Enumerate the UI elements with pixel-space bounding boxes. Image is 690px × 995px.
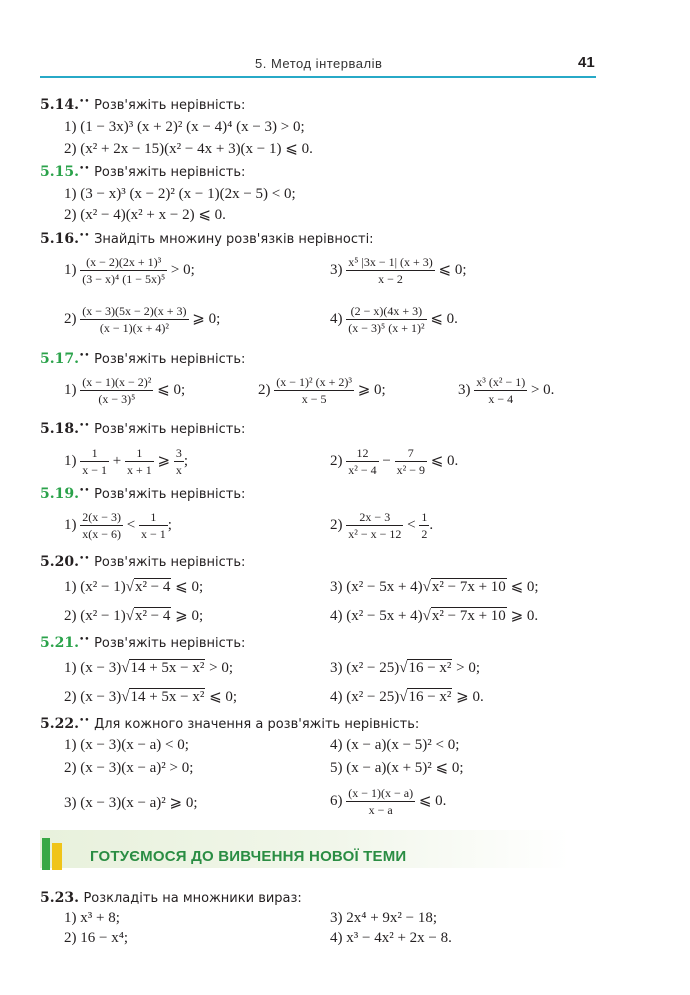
difficulty-mark: •• [78,164,90,174]
denominator: x² − x − 12 [348,527,402,541]
problem-5-16-item-2 [64,304,220,335]
relation: ⩽ 0. [418,792,447,809]
task-text: Розв'яжіть нерівність: [94,487,246,502]
relation: > 0; [456,660,481,676]
problem-number: 5.16. [40,231,79,247]
task-text: Розв'яжіть нерівність: [94,165,246,180]
item-label: 3) [330,660,343,676]
numerator: (x − 3)(5x − 2)(x + 3) [82,304,187,318]
fraction [125,446,154,477]
problem-5-23-heading [40,890,302,907]
item-label: 1) [64,381,77,398]
difficulty-mark: •• [78,554,90,564]
factor: (x − 3) [80,660,122,676]
punctuation: ; [167,516,172,533]
relation: ⩽ 0; [438,261,467,278]
problem-number: 5.21. [40,635,79,651]
denominator: (x − 3)⁵ (x + 1)² [348,321,425,335]
relation: ⩽ 0. [430,452,459,469]
numerator: (x − 1)(x − a) [348,786,414,800]
relation: ⩾ 0. [510,608,539,624]
punctuation: ; [183,452,189,469]
relation: < [407,516,416,533]
problem-number: 5.20. [40,554,79,570]
denominator: x − 4 [488,392,514,406]
item-label: 2) [258,381,271,398]
denominator: x(x − 6) [82,527,122,541]
problem-5-23-item-1: 1) x³ + 8; [64,910,120,926]
fraction [419,510,429,541]
denominator: x − 2 [378,272,403,286]
numerator: (x − 2)(2x + 1)³ [80,255,167,271]
fraction [474,375,527,406]
punctuation: . [429,516,434,533]
factor: (x² − 5x + 4) [346,579,423,595]
task-text: Розкладіть на множники вираз: [83,891,302,906]
banner-green-bar [42,838,50,870]
fraction [80,446,109,477]
denominator: x² − 9 [396,463,425,477]
relation: ⩾ 0. [456,689,484,705]
difficulty-mark: •• [78,97,90,107]
operator: − [382,452,391,469]
problem-5-20-heading [40,554,245,571]
fraction [395,446,427,477]
problem-5-16-item-1 [64,255,195,286]
problem-5-18-item-2 [330,446,458,477]
numerator: 3 [175,446,182,460]
denominator: x² − 4 [348,463,377,477]
numerator: (x − 1)(x − 2)² [82,375,152,389]
header-rule [40,76,596,78]
item-label: 2) [64,608,77,624]
problem-5-20-item-1: 1) (x² − 1)√x² − 4 ⩽ 0; [64,579,204,595]
factor: (x² − 1) [80,579,126,595]
problem-5-14-item-1: 1) (1 − 3x)³ (x + 2)² (x − 4)⁴ (x − 3) > 0; [64,119,305,135]
task-text: Для кожного значення a розв'яжіть нерівність: [94,717,420,732]
task-text: Розв'яжіть нерівність: [94,98,246,113]
difficulty-mark: •• [78,635,90,645]
running-header-title: 5. Метод інтервалів [255,56,383,71]
radicand: x² − 4 [134,608,171,624]
banner-yellow-bar [52,843,62,870]
numerator: 1 [421,510,428,524]
denominator: 2 [421,527,428,541]
item-label: 2) [330,452,343,469]
task-text: Розв'яжіть нерівність: [94,352,246,367]
item-label: 1) [64,452,77,469]
problem-5-22-heading [40,716,419,733]
problem-5-14-heading [40,97,245,114]
item-label: 2) [330,516,343,533]
problem-5-22-item-1: 1) (x − 3)(x − a) < 0; [64,737,189,753]
difficulty-mark: •• [78,231,90,241]
problem-5-21-item-2: 2) (x − 3)√14 + 5x − x² ⩽ 0; [64,689,238,705]
problem-5-17-item-1 [64,375,185,406]
radicand: 16 − x² [408,660,452,676]
item-label: 2) [64,689,77,705]
numerator: 2(x − 3) [82,510,122,524]
relation: ⩾ 0; [357,381,386,398]
relation: ⩽ 0; [510,579,539,595]
denominator: (3 − x)⁴ (1 − 5x)⁵ [82,272,166,286]
problem-5-23-item-2: 2) 16 − x⁴; [64,930,129,946]
fraction [80,510,123,541]
task-text: Знайдіть множину розв'язків нерівності: [94,232,374,247]
item-label: 4) [330,310,343,327]
problem-number: 5.15. [40,164,79,180]
radicand: 16 − x² [408,689,452,705]
relation: > 0. [530,381,555,398]
radicand: x² − 7x + 10 [431,608,506,624]
problem-5-21-item-3: 3) (x² − 25)√16 − x² > 0; [330,660,481,676]
item-label: 1) [64,261,77,278]
problem-number: 5.22. [40,716,79,732]
relation: < [126,516,136,533]
radicand: 14 + 5x − x² [130,660,205,676]
relation: ⩽ 0; [209,689,238,705]
problem-5-15-heading [40,164,245,181]
task-text: Розв'яжіть нерівність: [94,636,246,651]
item-label: 4) [330,608,343,624]
factor: (x² − 5x + 4) [346,608,423,624]
item-label: 2) [64,310,77,327]
factor: (x − 3) [80,689,122,705]
relation: ⩾ 0; [192,310,221,327]
fraction [80,255,167,286]
problem-5-22-item-6 [330,786,446,817]
problem-5-17-item-3 [458,375,554,406]
problem-number: 5.18. [40,421,79,437]
denominator: x − 1 [82,463,108,477]
problem-5-23-item-3: 3) 2x⁴ + 9x² − 18; [330,910,438,926]
difficulty-mark: •• [78,716,90,726]
problem-5-22-item-3: 3) (x − 3)(x − a)² ⩾ 0; [64,795,198,811]
problem-number: 5.17. [40,351,79,367]
relation: > 0; [170,261,195,278]
relation: > 0; [209,660,233,676]
page-number: 41 [578,54,595,71]
denominator: x − a [368,803,393,817]
section-banner-title: ГОТУЄМОСЯ ДО ВИВЧЕННЯ НОВОЇ ТЕМИ [90,848,407,865]
numerator: 1 [80,446,109,462]
item-label: 3) [330,261,343,278]
problem-number: 5.19. [40,486,79,502]
problem-5-20-item-4: 4) (x² − 5x + 4)√x² − 7x + 10 ⩾ 0. [330,608,539,624]
problem-number: 5.23. [40,890,79,906]
radicand: x² − 7x + 10 [431,579,506,595]
difficulty-mark: •• [78,421,90,431]
problem-5-15-item-2: 2) (x² − 4)(x² + x − 2) ⩽ 0. [64,207,226,223]
denominator: (x − 1)(x + 4)² [99,321,169,335]
problem-5-19-heading [40,486,245,503]
task-text: Розв'яжіть нерівність: [94,422,246,437]
item-label: 3) [330,579,343,595]
fraction [274,375,354,406]
denominator: x + 1 [127,463,152,477]
fraction [346,304,426,335]
numerator: x⁵ |3x − 1| (x + 3) [348,255,433,269]
numerator: (2 − x)(4x + 3) [346,304,426,320]
denominator: x [175,463,182,477]
problem-5-22-item-2: 2) (x − 3)(x − a)² > 0; [64,760,194,776]
difficulty-mark: •• [78,486,90,496]
problem-5-20-item-2: 2) (x² − 1)√x² − 4 ⩾ 0; [64,608,204,624]
relation: ⩽ 0. [430,310,458,327]
relation: ⩾ [157,452,171,469]
denominator: x − 1 [140,527,166,541]
problem-5-21-item-1: 1) (x − 3)√14 + 5x − x² > 0; [64,660,233,676]
item-label: 4) [330,689,343,705]
numerator: (x − 1)² (x + 2)³ [276,375,352,389]
numerator: 2x − 3 [346,510,403,526]
problem-5-18-heading [40,421,245,438]
problem-5-21-heading [40,635,245,652]
relation: ⩽ 0; [175,579,204,595]
problem-5-17-item-2 [258,375,386,406]
difficulty-mark: •• [78,351,90,361]
operator: + [112,452,122,469]
item-label: 1) [64,516,77,533]
problem-5-16-item-3 [330,255,467,286]
numerator: x³ (x² − 1) [476,375,526,389]
item-label: 1) [64,579,77,595]
problem-5-22-item-5: 5) (x − a)(x + 5)² ⩽ 0; [330,760,464,776]
problem-5-17-heading [40,351,245,368]
relation: ⩾ 0; [175,608,204,624]
denominator: (x − 3)⁵ [98,392,136,406]
fraction [346,255,435,286]
problem-5-22-item-4: 4) (x − a)(x − 5)² < 0; [330,737,460,753]
fraction [174,446,184,477]
numerator: 1 [125,446,154,462]
factor: (x² − 25) [346,689,400,705]
fraction [346,510,403,541]
problem-5-20-item-3: 3) (x² − 5x + 4)√x² − 7x + 10 ⩽ 0; [330,579,539,595]
numerator: 12 [346,446,378,462]
fraction [346,446,378,477]
task-text: Розв'яжіть нерівність: [94,555,246,570]
item-label: 1) [64,660,77,676]
denominator: x − 5 [301,392,327,406]
relation: ⩽ 0; [157,381,186,398]
fraction [139,510,168,541]
item-label: 3) [458,381,471,398]
radicand: x² − 4 [134,579,171,595]
problem-5-18-item-1 [64,446,188,477]
problem-5-21-item-4: 4) (x² − 25)√16 − x² ⩾ 0. [330,689,484,705]
fraction [346,786,415,817]
radicand: 14 + 5x − x² [130,689,205,705]
problem-5-16-item-4 [330,304,458,335]
problem-5-16-heading [40,231,374,248]
problem-5-19-item-2 [330,510,433,541]
numerator: 1 [139,510,168,526]
problem-number: 5.14. [40,97,79,113]
factor: (x² − 25) [346,660,400,676]
item-label: 6) [330,792,343,809]
fraction [80,375,153,406]
numerator: 7 [395,446,427,462]
problem-5-23-item-4: 4) x³ − 4x² + 2x − 8. [330,930,452,946]
factor: (x² − 1) [80,608,126,624]
fraction [80,304,188,335]
problem-5-14-item-2: 2) (x² + 2x − 15)(x² − 4x + 3)(x − 1) ⩽ 0. [64,141,313,157]
problem-5-15-item-1: 1) (3 − x)³ (x − 2)² (x − 1)(2x − 5) < 0; [64,186,296,202]
problem-5-19-item-1 [64,510,172,541]
